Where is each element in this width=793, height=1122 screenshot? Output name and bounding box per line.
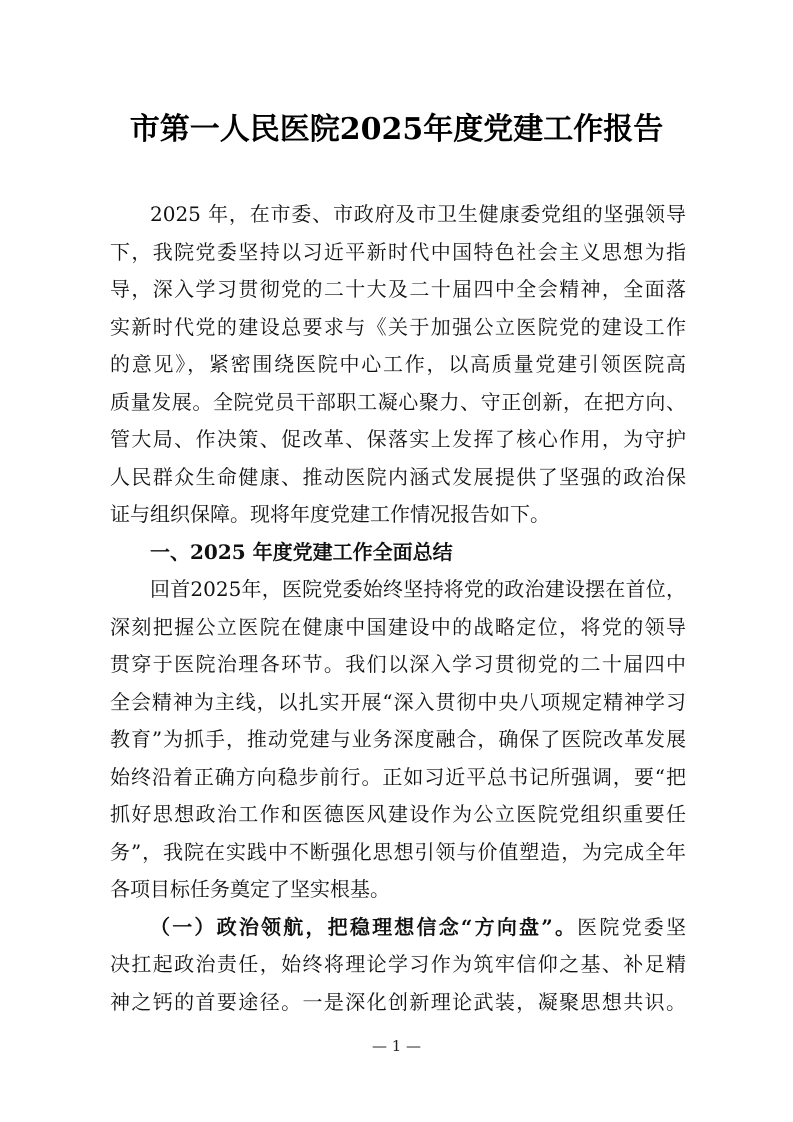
subsection-heading: （一）政治领航，把稳理想信念“方向盘”。 — [150, 914, 578, 939]
paragraph-line: 贯穿于医院治理各环节。我们以深入学习贯彻党的二十届四中 — [110, 652, 686, 676]
subsection-first-line-rest: 医院党委坚 — [577, 914, 687, 939]
page-number: — 1 — — [371, 1037, 422, 1055]
paragraph-line: 全会精神为主线，以扎实开展“深入贯彻中央八项规定精神学习 — [110, 689, 686, 714]
paragraph-line: 的意见》，紧密围绕医院中心工作，以高质量党建引领医院高 — [110, 352, 686, 376]
paragraph-line: 各项目标任务奠定了坚实根基。 — [110, 877, 390, 901]
document-body — [110, 196, 686, 1021]
paragraph-line: 深刻把握公立医院在健康中国建设中的战略定位，将党的领导 — [110, 614, 686, 639]
paragraph-line: 神之钙的首要途径。一是深化创新理论武装，凝聚思想共识。 — [110, 989, 686, 1014]
paragraph-line: 管大局、作决策、促改革、保落实上发挥了核心作用，为守护 — [110, 427, 686, 451]
intro-paragraph — [110, 196, 686, 534]
paragraph-line: 始终沿着正确方向稳步前行。正如习近平总书记所强调，要“把 — [110, 764, 686, 789]
paragraph-line: 务”，我院在实践中不断强化思想引领与价值塑造，为完成全年 — [110, 839, 686, 864]
paragraph-line: 决扛起政治责任，始终将理论学习作为筑牢信仰之基、补足精 — [110, 952, 686, 976]
paragraph-line: 回首2025年，医院党委始终坚持将党的政治建设摆在首位， — [150, 577, 686, 601]
page-title: 市第一人民医院2025年度党建工作报告 — [129, 112, 664, 147]
paragraph-line: 实新时代党的建设总要求与《关于加强公立医院党的建设工作 — [110, 314, 686, 339]
section1-paragraph — [110, 571, 686, 909]
paragraph-line: 教育”为抓手，推动党建与业务深度融合，确保了医院改革发展 — [110, 727, 686, 751]
paragraph-line: 质量发展。全院党员干部职工凝心聚力、守正创新，在把方向、 — [110, 389, 686, 414]
section-heading: 一、2025 年度党建工作全面总结 — [150, 539, 453, 564]
paragraph-line: 导，深入学习贯彻党的二十大及二十届四中全会精神，全面落 — [110, 277, 686, 301]
paragraph-line: 下，我院党委坚持以习近平新时代中国特色社会主义思想为指 — [110, 239, 686, 264]
paragraph-line — [110, 909, 686, 947]
subsection1-paragraph — [110, 909, 686, 1022]
paragraph-line: 证与组织保障。现将年度党建工作情况报告如下。 — [110, 502, 550, 526]
paragraph-line: 人民群众生命健康、推动医院内涵式发展提供了坚强的政治保 — [110, 464, 686, 489]
paragraph-line: 抓好思想政治工作和医德医风建设作为公立医院党组织重要任 — [110, 802, 686, 826]
paragraph-line: 2025 年，在市委、市政府及市卫生健康委党组的坚强领导 — [150, 202, 686, 226]
